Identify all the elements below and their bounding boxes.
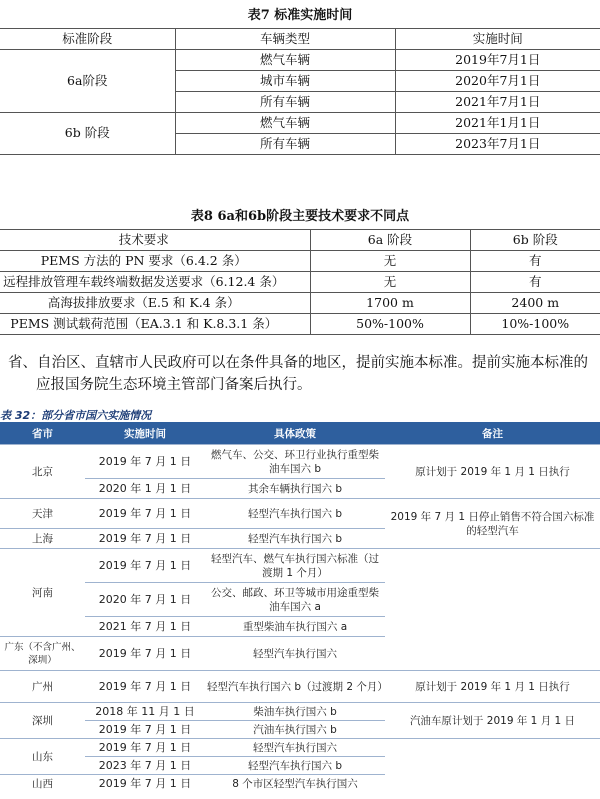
requirement-cell: PEMS 测试载荷范围（EA.3.1 和 K.8.3.1 条） [0,314,310,335]
value-6b: 2400 m [470,293,600,314]
table7 [0,28,600,155]
header-date: 实施时间 [395,29,600,50]
table-row [0,314,600,335]
policy-cell: 其余车辆执行国六 b [205,479,385,499]
table7-title: 表7 标准实施时间 [247,8,353,23]
note-cell: 原计划于 2019 年 1 月 1 日执行 [385,445,600,499]
table8-title: 表8 6a和6b阶段主要技术要求不同点 [190,209,410,224]
header-policy: 具体政策 [274,427,316,440]
date-cell: 2021年1月1日 [395,113,600,134]
table32-caption: 表 32：部分省市国六实施情况 [0,409,152,422]
note-cell [385,739,600,793]
value-6b: 有 [470,272,600,293]
date-cell: 2019 年 7 月 1 日 [85,775,205,793]
vehicle-type-cell: 燃气车辆 [175,50,395,71]
table-header-row [0,29,600,50]
policy-cell: 轻型汽车执行国六 [205,637,385,671]
city-cell: 山西 [0,775,85,793]
vehicle-type-cell: 所有车辆 [175,92,395,113]
table-header-row [0,230,600,251]
date-cell: 2019 年 7 月 1 日 [85,529,205,549]
date-cell: 2021 年 7 月 1 日 [85,617,205,637]
value-6a: 50%-100% [310,314,470,335]
stage-cell: 6a阶段 [0,50,175,113]
date-cell: 2023年7月1日 [395,134,600,155]
date-cell: 2021年7月1日 [395,92,600,113]
date-cell: 2019 年 7 月 1 日 [85,445,205,479]
value-6a: 无 [310,251,470,272]
paragraph-line: 应报国务院生态环境主管部门备案后执行。 [36,377,312,393]
header-6a: 6a 阶段 [310,230,470,251]
city-cell: 北京 [0,445,85,499]
policy-cell: 轻型汽车执行国六 b [205,757,385,775]
table-row [0,739,600,757]
header-city: 省市 [32,427,53,440]
policy-cell: 燃气车、公交、环卫行业执行重型柴油车国六 b [205,445,385,479]
value-6b: 10%-100% [470,314,600,335]
policy-cell: 轻型汽车执行国六 b [205,499,385,529]
value-6b: 有 [470,251,600,272]
city-cell: 山东 [0,739,85,775]
note-cell: 原计划于 2019 年 1 月 1 日执行 [385,671,600,703]
date-cell: 2019 年 7 月 1 日 [85,637,205,671]
value-6a: 1700 m [310,293,470,314]
policy-cell: 公交、邮政、环卫等城市用途重型柴油车国六 a [205,583,385,617]
requirement-cell: 高海拔排放要求（E.5 和 K.4 条） [0,293,310,314]
table8-clip [0,229,600,349]
paragraph-clip [0,352,600,398]
date-cell: 2019 年 7 月 1 日 [85,549,205,583]
city-cell: 广州 [0,671,85,703]
table-row [0,251,600,272]
date-cell: 2020 年 7 月 1 日 [85,583,205,617]
table-row [0,293,600,314]
table-row [0,445,600,479]
date-cell: 2019 年 7 月 1 日 [85,721,205,739]
policy-cell: 轻型汽车、燃气车执行国六标准（过渡期 1 个月） [205,549,385,583]
date-cell: 2019年7月1日 [395,50,600,71]
date-cell: 2018 年 11 月 1 日 [85,703,205,721]
table-row [0,272,600,293]
city-cell: 天津 [0,499,85,529]
vehicle-type-cell: 所有车辆 [175,134,395,155]
date-cell: 2020 年 1 月 1 日 [85,479,205,499]
header-stage: 标准阶段 [0,29,175,50]
note-cell: 2019 年 7 月 1 日停止销售不符合国六标准的轻型汽车 [385,499,600,549]
date-cell: 2019 年 7 月 1 日 [85,671,205,703]
policy-cell: 轻型汽车执行国六 b（过渡期 2 个月） [205,671,385,703]
header-date: 实施时间 [124,427,166,440]
table-row [0,50,600,71]
header-vehicle-type: 车辆类型 [175,29,395,50]
requirement-cell: PEMS 方法的 PN 要求（6.4.2 条） [0,251,310,272]
table-row [0,499,600,529]
policy-cell: 汽油车执行国六 b [205,721,385,739]
table8 [0,229,600,335]
paragraph-line: 省、自治区、直辖市人民政府可以在条件具备的地区，提前实施本标准。提前实施本标准的 [8,355,588,371]
note-cell [385,549,600,671]
vehicle-type-cell: 城市车辆 [175,71,395,92]
city-cell: 深圳 [0,703,85,739]
date-cell: 2020年7月1日 [395,71,600,92]
note-cell: 汽油车原计划于 2019 年 1 月 1 日 [385,703,600,739]
policy-cell: 8 个市区轻型汽车执行国六 [205,775,385,793]
policy-cell: 重型柴油车执行国六 a [205,617,385,637]
city-cell: 河南 [0,549,85,637]
policy-cell: 轻型汽车执行国六 [205,739,385,757]
header-6b: 6b 阶段 [470,230,600,251]
date-cell: 2023 年 7 月 1 日 [85,757,205,775]
table-row [0,113,600,134]
table32 [0,422,600,793]
date-cell: 2019 年 7 月 1 日 [85,739,205,757]
policy-cell: 轻型汽车执行国六 b [205,529,385,549]
policy-cell: 柴油车执行国六 b [205,703,385,721]
table-header-row [0,422,600,445]
date-cell: 2019 年 7 月 1 日 [85,499,205,529]
requirement-cell: 远程排放管理车载终端数据发送要求（6.12.4 条） [0,272,310,293]
city-cell: 广东（不含广州、深圳） [0,637,85,671]
city-cell: 上海 [0,529,85,549]
header-requirement: 技术要求 [0,230,310,251]
table-row [0,703,600,721]
table-row [0,549,600,583]
value-6a: 无 [310,272,470,293]
table-row [0,671,600,703]
stage-cell: 6b 阶段 [0,113,175,155]
vehicle-type-cell: 燃气车辆 [175,113,395,134]
header-note: 备注 [482,427,503,440]
